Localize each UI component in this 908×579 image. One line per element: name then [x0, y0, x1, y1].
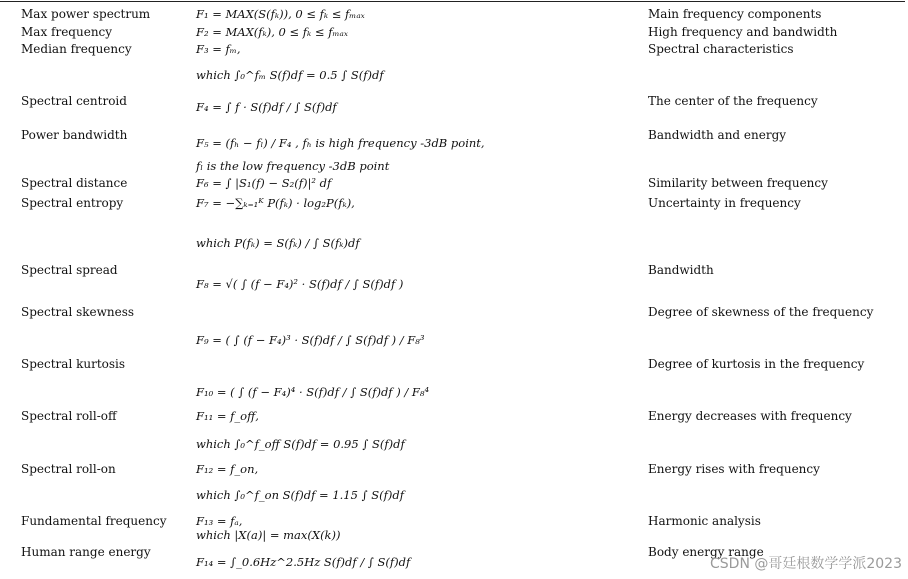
feature-description: Main frequency components [648, 7, 822, 21]
feature-name: Human range energy [21, 545, 151, 559]
feature-name: Fundamental frequency [21, 514, 167, 528]
feature-formula: F₁₄ = ∫_0.6Hz^2.5Hz S(f)df / ∫ S(f)df [196, 555, 411, 569]
feature-description: Uncertainty in frequency [648, 196, 801, 210]
feature-formula-line: which ∫₀^f_off S(f)df = 0.95 ∫ S(f)df [196, 437, 405, 451]
feature-formula: F₉ = ( ∫ (f − F₄)³ · S(f)df / ∫ S(f)df ) / F₈³ [196, 333, 425, 347]
feature-description: Energy decreases with frequency [648, 409, 852, 423]
feature-formula: F₇ = −∑ₖ₌₁ᴷ P(fₖ) · log₂P(fₖ), [196, 196, 355, 210]
feature-name: Spectral entropy [21, 196, 124, 210]
feature-formula: F₃ = fₘ, [196, 42, 241, 56]
feature-name: Spectral centroid [21, 94, 127, 108]
feature-description: The center of the frequency [648, 94, 818, 108]
feature-formula: F₁₁ = f_off, [196, 409, 259, 423]
top-rule [0, 1, 905, 2]
feature-name: Spectral skewness [21, 305, 135, 319]
feature-formula-line: which ∫₀^f_on S(f)df = 1.15 ∫ S(f)df [196, 488, 404, 502]
feature-description: Similarity between frequency [648, 176, 828, 190]
feature-description: Harmonic analysis [648, 514, 761, 528]
feature-description: Body energy range [648, 545, 764, 559]
feature-name: Max frequency [21, 25, 113, 39]
feature-formula-line: which P(fₖ) = S(fₖ) / ∫ S(fₖ)df [196, 236, 360, 250]
feature-formula: F₁ = MAX(S(fₖ)), 0 ≤ fₖ ≤ fₘₐₓ [196, 7, 365, 21]
feature-formula: F₂ = MAX(fₖ), 0 ≤ fₖ ≤ fₘₐₓ [196, 25, 348, 39]
feature-name: Spectral roll-on [21, 462, 116, 476]
feature-formula: F₄ = ∫ f · S(f)df / ∫ S(f)df [196, 100, 337, 114]
feature-name: Median frequency [21, 42, 132, 56]
feature-formula: F₁₀ = ( ∫ (f − F₄)⁴ · S(f)df / ∫ S(f)df ) / F₈⁴ [196, 385, 430, 399]
feature-description: Bandwidth and energy [648, 128, 787, 142]
feature-name: Max power spectrum [21, 7, 151, 21]
feature-description: Degree of skewness of the frequency [648, 305, 874, 319]
feature-description: Energy rises with frequency [648, 462, 820, 476]
feature-description: High frequency and bandwidth [648, 25, 838, 39]
watermark: CSDN @哥廷根数学学派2023 [710, 556, 902, 572]
feature-formula: F₅ = (fₕ − fₗ) / F₄ , fₕ is high frequency -3dB point, [196, 136, 485, 150]
feature-formula: F₁₃ = fₐ, [196, 514, 243, 528]
feature-name: Spectral distance [21, 176, 128, 190]
feature-formula-line: fₗ is the low frequency -3dB point [196, 159, 390, 173]
feature-formula: F₁₂ = f_on, [196, 462, 259, 476]
feature-formula: F₆ = ∫ |S₁(f) − S₂(f)|² df [196, 176, 332, 190]
feature-formula-line: which |X(a)| = max(X(k)) [196, 528, 341, 542]
feature-formula: F₈ = √( ∫ (f − F₄)² · S(f)df / ∫ S(f)df ) [196, 277, 404, 291]
feature-description: Degree of kurtosis in the frequency [648, 357, 865, 371]
feature-name: Spectral spread [21, 263, 118, 277]
feature-name: Spectral kurtosis [21, 357, 126, 371]
feature-description: Spectral characteristics [648, 42, 794, 56]
feature-formula-line: which ∫₀^fₘ S(f)df = 0.5 ∫ S(f)df [196, 68, 384, 82]
feature-name: Power bandwidth [21, 128, 128, 142]
feature-description: Bandwidth [648, 263, 714, 277]
feature-name: Spectral roll-off [21, 409, 117, 423]
